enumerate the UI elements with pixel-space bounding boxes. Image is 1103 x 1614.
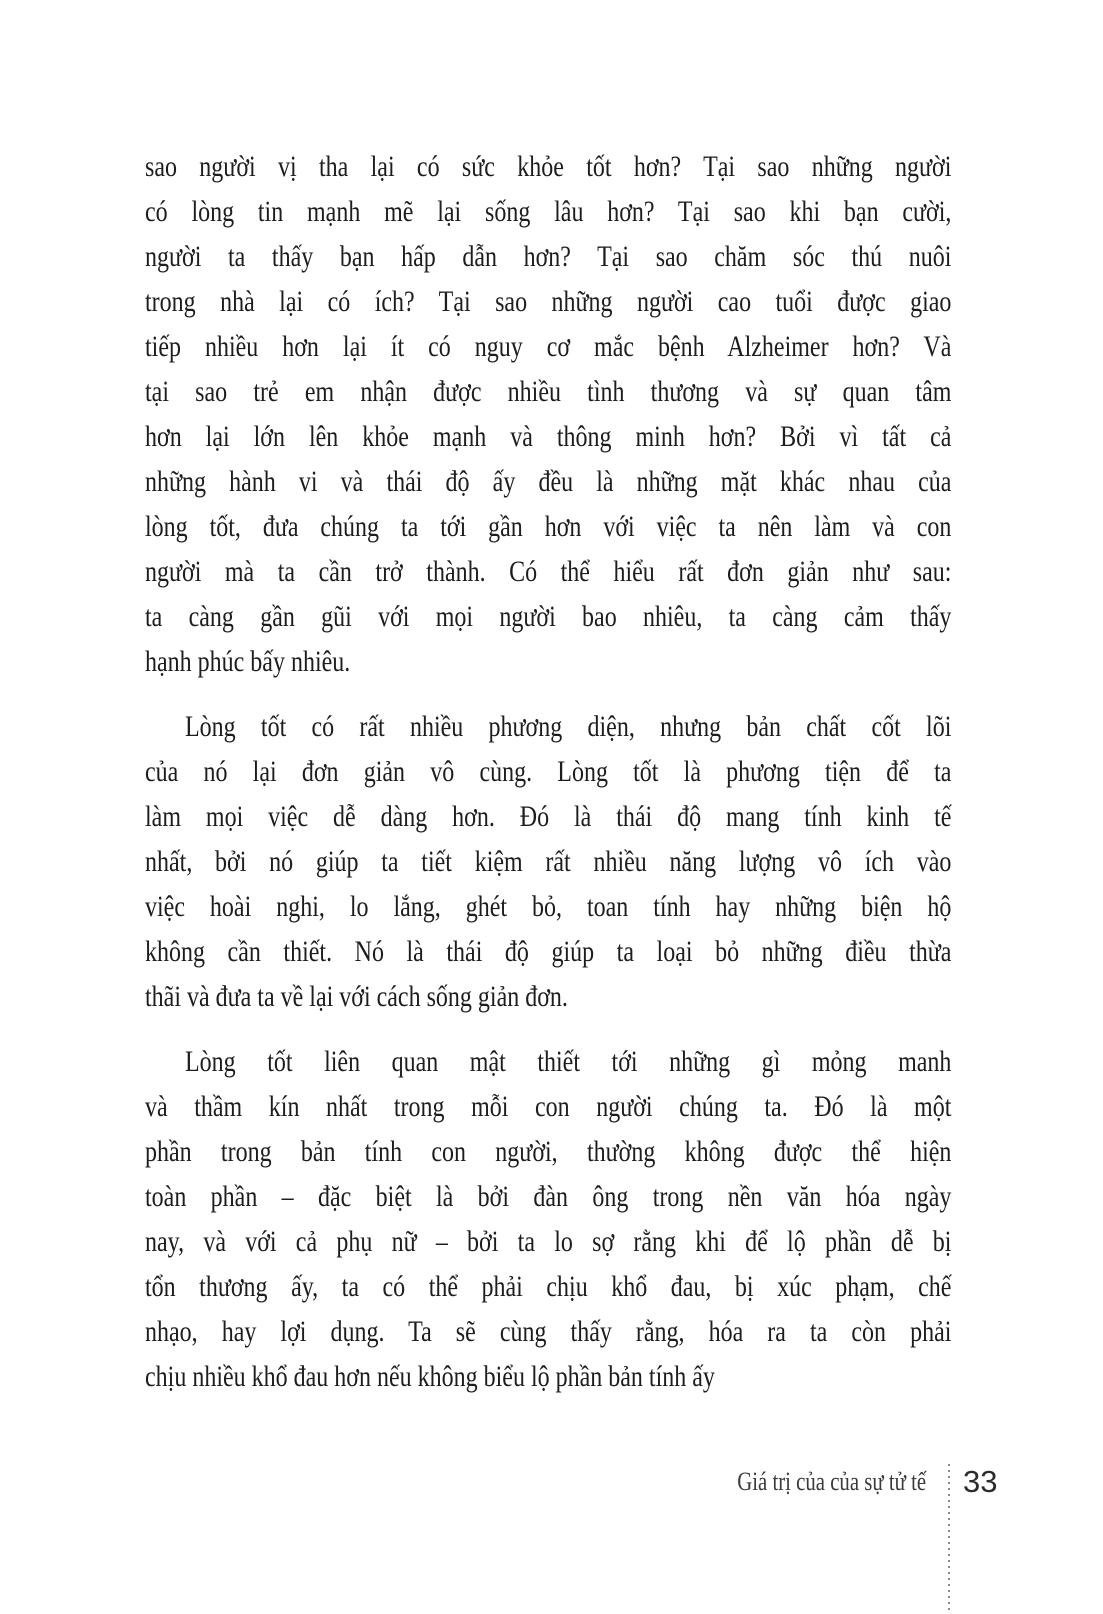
text-line: nay, và với cả phụ nữ – bởi ta lo sợ rằng khi để lộ phần dễ bị (145, 1225, 952, 1258)
text-line: tiếp nhiều hơn lại ít có nguy cơ mắc bệnh Alzheimer hơn? Và (145, 330, 952, 363)
text-line: trong nhà lại có ích? Tại sao những người cao tuổi được giao (145, 285, 952, 318)
page-body (145, 144, 951, 1419)
text-line: Lòng tốt liên quan mật thiết tới những gì mỏng manh (185, 1045, 952, 1078)
page-number: 33 (963, 1464, 998, 1499)
text-line: người mà ta cần trở thành. Có thể hiểu rất đơn giản như sau: (145, 555, 952, 588)
text-line: làm mọi việc dễ dàng hơn. Đó là thái độ mang tính kinh tế (145, 800, 952, 833)
text-line: phần trong bản tính con người, thường không được thể hiện (145, 1135, 952, 1168)
paragraph (145, 704, 951, 1019)
text-line: hạnh phúc bấy nhiêu. (145, 645, 351, 678)
text-line: tổn thương ấy, ta có thể phải chịu khổ đau, bị xúc phạm, chế (145, 1270, 952, 1303)
paragraph (145, 144, 951, 684)
text-line: của nó lại đơn giản vô cùng. Lòng tốt là phương tiện để ta (145, 755, 952, 788)
text-line: toàn phần – đặc biệt là bởi đàn ông trong nền văn hóa ngày (145, 1180, 952, 1213)
text-line: chịu nhiều khổ đau hơn nếu không biểu lộ phần bản tính ấy (145, 1360, 715, 1393)
text-line: ta càng gần gũi với mọi người bao nhiêu, ta càng cảm thấy (145, 600, 952, 633)
text-line: nhạo, hay lợi dụng. Ta sẽ cùng thấy rằng, hóa ra ta còn phải (145, 1315, 952, 1348)
text-line: và thầm kín nhất trong mỗi con người chúng ta. Đó là một (145, 1090, 952, 1123)
text-line: tại sao trẻ em nhận được nhiều tình thương và sự quan tâm (145, 375, 952, 408)
text-line: sao người vị tha lại có sức khỏe tốt hơn? Tại sao những người (145, 150, 952, 183)
text-line: lòng tốt, đưa chúng ta tới gần hơn với việc ta nên làm và con (145, 510, 952, 543)
text-line: không cần thiết. Nó là thái độ giúp ta loại bỏ những điều thừa (145, 935, 952, 968)
text-line: thãi và đưa ta về lại với cách sống giản đơn. (145, 980, 568, 1013)
paragraph (145, 1039, 951, 1399)
text-line: nhất, bởi nó giúp ta tiết kiệm rất nhiều năng lượng vô ích vào (145, 845, 952, 878)
text-line: có lòng tin mạnh mẽ lại sống lâu hơn? Tại sao khi bạn cười, (145, 195, 952, 228)
text-line: Lòng tốt có rất nhiều phương diện, nhưng bản chất cốt lõi (185, 710, 952, 743)
footer-dotted-rule (948, 1464, 950, 1614)
text-line: những hành vi và thái độ ấy đều là những mặt khác nhau của (145, 465, 952, 498)
text-line: người ta thấy bạn hấp dẫn hơn? Tại sao chăm sóc thú nuôi (145, 240, 952, 273)
text-line: việc hoài nghi, lo lắng, ghét bỏ, toan tính hay những biện hộ (145, 890, 952, 923)
running-footer-chapter-title: Giá trị của của sự tử tế (737, 1467, 926, 1496)
text-line: hơn lại lớn lên khỏe mạnh và thông minh hơn? Bởi vì tất cả (145, 420, 952, 453)
